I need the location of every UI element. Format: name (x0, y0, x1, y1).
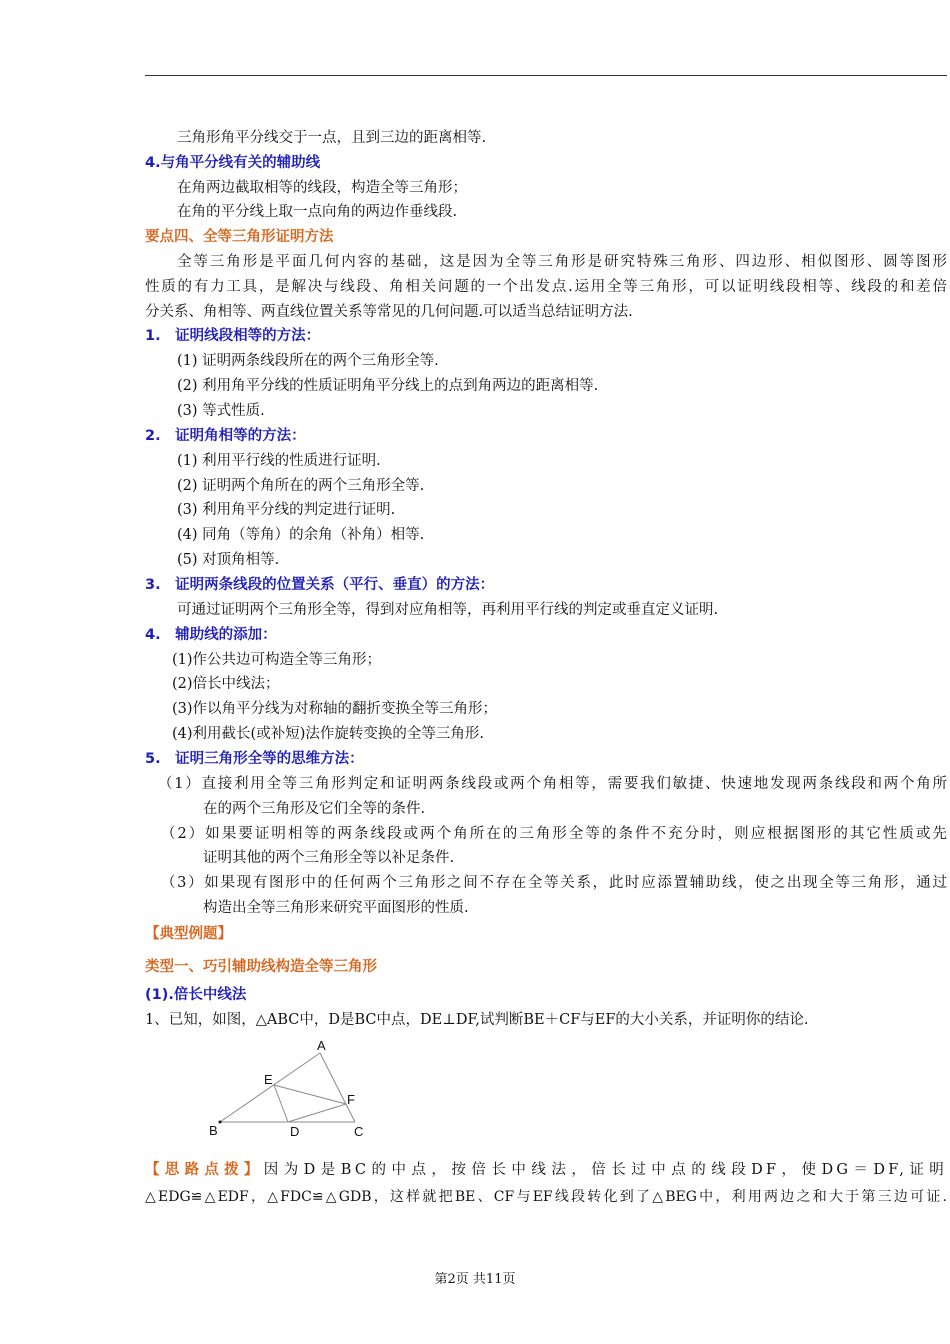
segment-de (274, 1085, 288, 1122)
list-item: (4) 同角（等角）的余角（补角）相等. (177, 527, 425, 543)
text-line: 三角形角平分线交于一点，且到三边的距离相等. (177, 130, 487, 146)
method-heading: 2. 证明角相等的方法： (145, 428, 306, 444)
header-rule (145, 75, 947, 76)
list-item: (1) 证明两条线段所在的两个三角形全等. (177, 353, 439, 369)
label-b: B (209, 1123, 218, 1138)
list-item: （1）直接利用全等三角形判定和证明两条线段或两个角相等，需要我们敏捷、快速地发现两条线段和两个角所 (158, 776, 947, 792)
page-footer: 第2页 共11页 (434, 1272, 516, 1287)
hint-paragraph (145, 1160, 947, 1180)
label-c: C (354, 1124, 364, 1139)
point-b (219, 1121, 222, 1124)
problem-statement: 1、已知，如图，△ABC中，D是BC中点，DE⊥DF,试判断BE＋CF与EF的大小关系，并证明你的结论. (145, 1012, 809, 1028)
method-heading: 4. 辅助线的添加： (145, 627, 277, 643)
hint-label: 【思路点拨】 (145, 1161, 264, 1178)
method-heading: 1. 证明线段相等的方法： (145, 328, 321, 344)
list-item-continuation: 证明其他的两个三角形全等以补足条件. (203, 850, 455, 866)
list-item: (3) 利用角平分线的判定进行证明. (177, 502, 396, 518)
label-e: E (264, 1072, 273, 1087)
list-item: （3）如果现有图形中的任何两个三角形之间不存在全等关系，此时应添置辅助线，使之出现全等三角形，通过 (161, 875, 947, 891)
text-line: 在角的平分线上取一点向角的两边作垂线段. (177, 204, 458, 220)
text-line: 在角两边截取相等的线段，构造全等三角形； (177, 180, 467, 196)
list-item: (3)作以角平分线为对称轴的翻折变换全等三角形； (172, 701, 498, 717)
list-item: (1) 利用平行线的性质进行证明. (177, 453, 381, 469)
segment-df (288, 1104, 346, 1122)
label-d: D (290, 1124, 300, 1139)
list-item: (1)作公共边可构造全等三角形； (172, 652, 382, 668)
list-item: (2) 利用角平分线的性质证明角平分线上的点到角两边的距离相等. (177, 378, 599, 394)
segment-ef (274, 1085, 346, 1104)
hint-text: 因为D是BC的中点，按倍长中线法，倍长过中点的线段DF，使DG＝DF,证明 (263, 1162, 948, 1178)
list-item-continuation: 构造出全等三角形来研究平面图形的性质. (203, 900, 469, 916)
method-heading: 3. 证明两条线段的位置关系（平行、垂直）的方法： (145, 577, 495, 593)
examples-heading: 【典型例题】 (145, 926, 232, 942)
label-f: F (347, 1092, 355, 1107)
paragraph-line: 性质的有力工具，是解决与线段、角相关问题的一个出发点.运用全等三角形，可以证明线段相等、线段的和差倍 (145, 279, 947, 295)
subtype-heading: (1).倍长中线法 (145, 987, 247, 1003)
label-a: A (317, 1038, 326, 1053)
list-item: (2) 证明两个角所在的两个三角形全等. (177, 478, 425, 494)
section-heading: 4.与角平分线有关的辅助线 (145, 155, 321, 171)
list-item: (5) 对顶角相等. (177, 552, 280, 568)
list-item: （2）如果要证明相等的两条线段或两个角所在的三角形全等的条件不充分时，则应根据图形的其它性质或先 (161, 826, 947, 842)
hint-line: △EDG≌△EDF，△FDC≌△GDB，这样就把BE、CF与EF线段转化到了△BEG中，利用两边之和大于第三边可证. (145, 1189, 947, 1205)
text-line: 可通过证明两个三角形全等，得到对应角相等，再利用平行线的判定或垂直定义证明. (177, 602, 719, 618)
method-heading: 5. 证明三角形全等的思维方法： (145, 751, 364, 767)
list-item: (2)倍长中线法； (172, 676, 280, 692)
key-point-heading: 要点四、全等三角形证明方法 (145, 229, 334, 245)
paragraph-line: 全等三角形是平面几何内容的基础，这是因为全等三角形是研究特殊三角形、四边形、相似图形、圆等图形 (177, 254, 947, 270)
type-heading: 类型一、巧引辅助线构造全等三角形 (145, 959, 377, 975)
list-item-continuation: 在的两个三角形及它们全等的条件. (203, 801, 426, 817)
segment-ac (320, 1053, 355, 1122)
triangle-figure (200, 1035, 380, 1145)
list-item: (3) 等式性质. (177, 403, 265, 419)
list-item: (4)利用截长(或补短)法作旋转变换的全等三角形. (172, 726, 484, 742)
paragraph-line: 分关系、角相等、两直线位置关系等常见的几何问题.可以适当总结证明方法. (145, 304, 633, 320)
segment-ab (220, 1053, 320, 1122)
